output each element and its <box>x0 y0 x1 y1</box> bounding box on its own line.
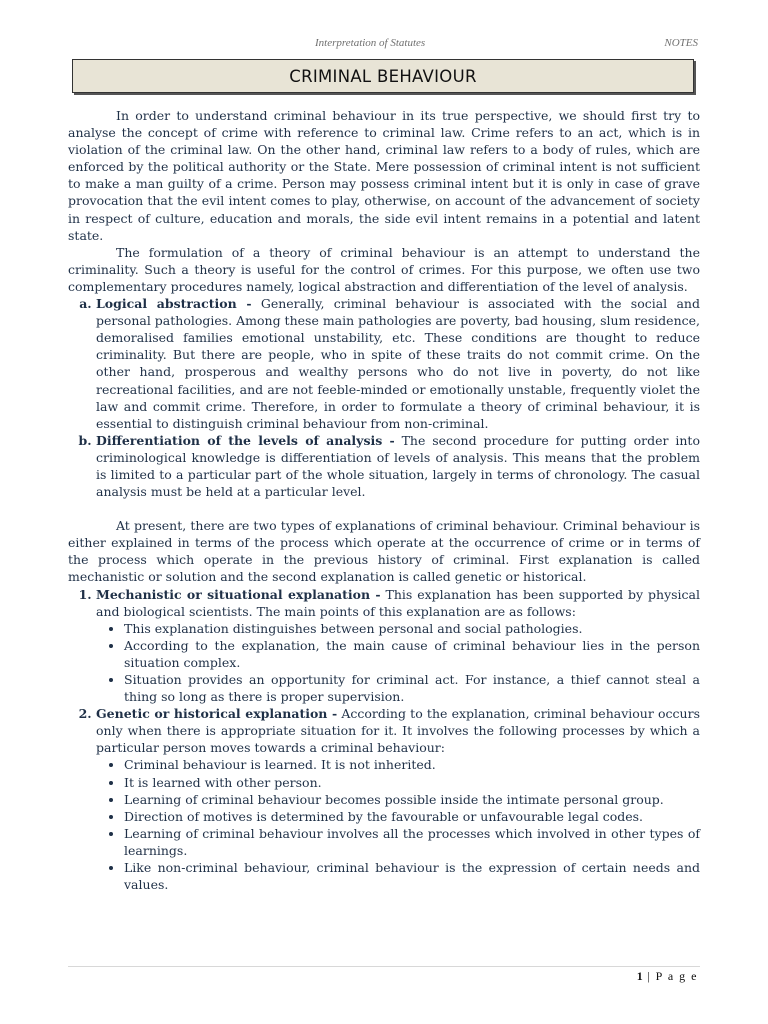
procedure-item <box>96 295 700 432</box>
procedure-item <box>96 432 700 500</box>
bullet-point: • According to the explanation, the main cause of criminal behaviour lies in the person situation complex. <box>124 637 700 671</box>
explanation-text: According to the explanation, criminal behaviour occurs only when there is appropriate situation for it. It involves the following processes by which a particular person moves towards a criminal behaviour: <box>96 706 700 756</box>
intro-paragraph-2: The formulation of a theory of criminal behaviour is an attempt to understand the criminality. Such a theory is useful for the control of crimes. For this purpose, we often use two complementary procedures namely, logical abstraction and differentiation of the level of analysis. <box>68 244 700 294</box>
explanations-list <box>68 586 700 894</box>
explanation-points <box>96 620 700 705</box>
bullet-point: • Learning of criminal behaviour involves all the processes which involved in other types of learnings. <box>124 825 700 859</box>
explanation-lead: Genetic or historical explanation - <box>96 706 338 722</box>
document-body <box>68 107 700 893</box>
header-title: Interpretation of Statutes <box>315 37 426 49</box>
page-footer <box>637 969 698 984</box>
bullet-point: • Situation provides an opportunity for criminal act. For instance, a thief cannot steal a thing so long as there is proper supervision. <box>124 671 700 705</box>
header-notes: NOTES <box>664 37 698 49</box>
bullet-point: • Direction of motives is determined by the favourable or unfavourable legal codes. <box>124 808 700 825</box>
page-label: | P a g e <box>642 969 698 983</box>
spacer <box>68 500 700 517</box>
explanation-text: This explanation has been supported by physical and biological scientists. The main points of this explanation are as follows: <box>96 586 701 619</box>
bullet-point: • Criminal behaviour is learned. It is not inherited. <box>124 756 700 773</box>
explanation-item <box>96 586 700 706</box>
page-number: 1 <box>636 969 643 983</box>
section-title-box <box>72 59 694 93</box>
procedure-text: Generally, criminal behaviour is associated with the social and personal pathologies. Among these main pathologies are poverty, bad housing, slum residence, demoralised families emotional unstability, etc. These conditions are thought to reduce criminality. But there are people, who in spite of these traits do not commit crime. On the other hand, prosperous and wealthy persons who do not live in poverty, do not like recreational facilities, and are not feeble-minded or emotionally unstable, frequently violet the law and commit crime. Therefore, in order to formulate a theory of criminal behaviour, it is essential to distinguish criminal behaviour from non-criminal. <box>96 296 700 431</box>
bullet-point: • Learning of criminal behaviour becomes possible inside the intimate personal group. <box>124 791 700 808</box>
explanation-item <box>96 705 700 893</box>
procedure-lead: Logical abstraction - <box>96 296 252 312</box>
footer-divider <box>68 966 700 967</box>
explanation-lead: Mechanistic or situational explanation - <box>96 586 381 602</box>
procedure-text: The second procedure for putting order into criminological knowledge is differentiation of levels of analysis. This means that the problem is limited to a particular part of the whole situation, largely in terms of chronology. The casual analysis must be held at a particular level. <box>96 432 700 500</box>
intro-paragraph-1: In order to understand criminal behaviour in its true perspective, we should first try to analyse the concept of crime with reference to criminal law. Crime refers to an act, which is in violation of the criminal law. On the other hand, criminal law refers to a body of rules, which are enforced by the political authority or the State. Mere possession of criminal intent is not sufficient to make a man guilty of a crime. Person may possess criminal intent but it is only in case of grave provocation that the evil intent comes to play, otherwise, on account of the advancement of society in respect of culture, education and morals, the side evil intent remains in a potential and latent state. <box>68 108 700 243</box>
procedure-lead: Differentiation of the levels of analysis - <box>96 432 395 448</box>
explanation-points <box>96 756 700 893</box>
procedures-list <box>68 295 700 500</box>
bullet-point: • It is learned with other person. <box>124 774 700 791</box>
explanations-intro-paragraph: At present, there are two types of explanations of criminal behaviour. Criminal behaviour is either explained in terms of the process which operate at the occurrence of crime or in terms of the process which operate in the previous history of criminal. First explanation is called mechanistic or solution and the second explanation is called genetic or historical. <box>68 518 700 585</box>
section-title: CRIMINAL BEHAVIOUR <box>289 66 477 86</box>
bullet-point: • Like non-criminal behaviour, criminal behaviour is the expression of certain needs and values. <box>124 859 700 893</box>
bullet-point: • This explanation distinguishes between personal and social pathologies. <box>124 620 700 637</box>
